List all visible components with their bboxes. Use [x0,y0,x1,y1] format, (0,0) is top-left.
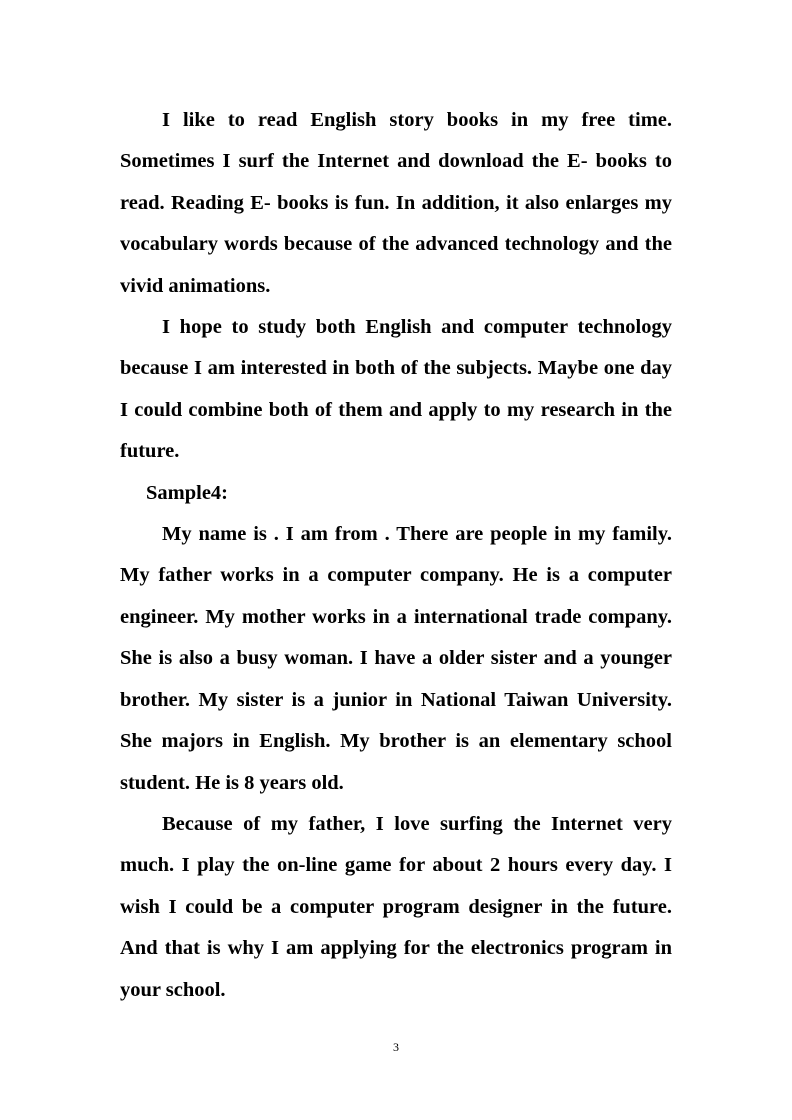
paragraph-family: My name is . I am from . There are people in my family. My father works in a computer company. He is a computer engineer. My mother works in a international trade company. She is also a busy woman. I have a older sister and a younger brother. My sister is a junior in National Taiwan University. She majors in English. My brother is an elementary school student. He is 8 years old. [120,523,672,794]
page-number: 3 [393,1040,399,1054]
paragraph-study-goals: I hope to study both English and computer technology because I am interested in both of the subjects. Maybe one day I could combine both of them and apply to my research in the future. [120,316,672,463]
paragraph-reading-ebooks: I like to read English story books in my free time. Sometimes I surf the Internet and download the E- books to read. Reading E- books is fun. In addition, it also enlarges my vocabulary words because of the advanced technology and the vivid animations. [120,109,672,297]
document-body [120,100,672,1011]
section-heading: Sample4: [146,481,228,504]
paragraph-application-reason: Because of my father, I love surfing the Internet very much. I play the on-line game for about 2 hours every day. I wish I could be a computer program designer in the future. And that is why I am applying for the electronics program in your school. [120,812,672,1001]
